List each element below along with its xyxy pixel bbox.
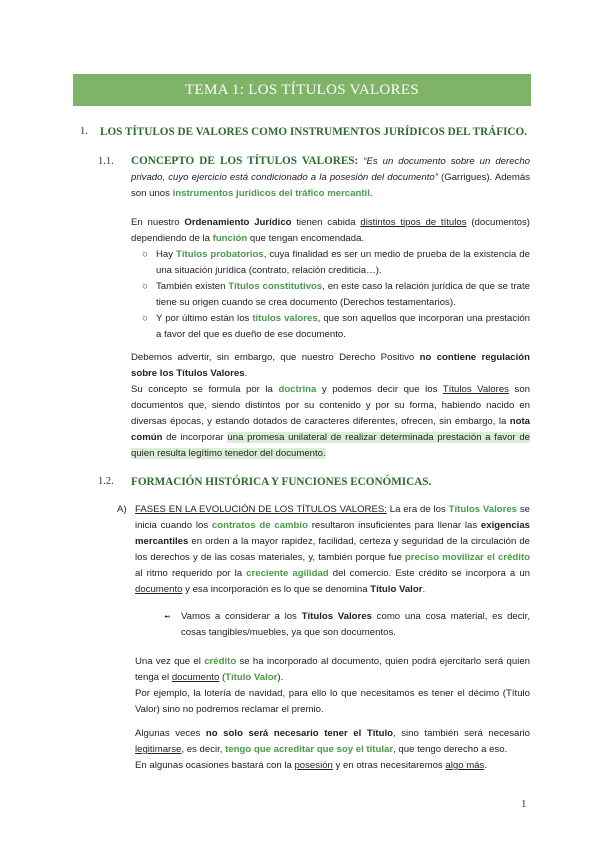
legal-order-paragraph: En nuestro Ordenamiento Jurídico tienen cabida distintos tipos de títulos (documentos) dependiendo de la función que tengan encomendada. xyxy=(131,217,530,244)
phases-paragraph: FASES EN LA EVOLUCIÓN DE LOS TÍTULOS VALORES: La era de los Títulos Valores se inicia cuando los contratos de cambio resultaron insuficientes para llenar las exigencias mercantiles en orden a la mayor rapidez, facilidad, certeza y seguridad de la circulación de los derechos y de las cosas materiales, y, también porque fue preciso movilizar el crédito al ritmo requerido por la creciente agilidad del comercio. Este crédito se incorpora a un documento y esa incorporación es lo que se denomina Título Valor. xyxy=(135,504,530,595)
legitimation-paragraph: Algunas veces no solo será necesario tener el Título, sino también será necesario legitimarse, es decir, tengo que acreditar que soy el titular, que tengo derecho a eso. En algunas ocasiones bastará con la posesión y en otras necesitaremos algo más. xyxy=(135,728,530,771)
list-item: ○ Y por último están los títulos valores, que son aquellos que incorporan una prestación a favor del que es dueño de ese documento. xyxy=(142,313,530,340)
section-1-1-number: 1.1. xyxy=(98,156,114,167)
circle-bullet-icon: ○ xyxy=(142,313,148,324)
section-1-2-title: FORMACIÓN HISTÓRICA Y FUNCIONES ECONÓMICAS. xyxy=(131,476,432,488)
section-1-2-number: 1.2. xyxy=(98,476,114,487)
page-number: 1 xyxy=(521,798,527,810)
chapter-banner: TEMA 1: LOS TÍTULOS VALORES xyxy=(73,74,531,106)
list-item: ○ También existen Títulos constitutivos, en este caso la relación jurídica de que se trate tiene su origen cuando se crea documento (Derechos testamentarios). xyxy=(142,281,531,308)
arrow-note xyxy=(164,609,530,641)
subsection-letter: A) xyxy=(117,504,127,515)
positive-law-paragraph: Debemos advertir, sin embargo, que nuestro Derecho Positivo no contiene regulación sobre los Títulos Valores. Su concepto se formula por la doctrina y podemos decir que los Títulos Valores son documentos que, siendo distintos por su contenido y por su forma, habiendo nacido en diversas épocas, y estando dotados de caracteres diferentes, ofrecen, sin embargo, la nota común de incorporar una promesa unilateral de realizar determinada prestación a favor de quien resulta legítimo tenedor del documento. xyxy=(131,352,530,459)
arrow-bullet-icon: ➻ xyxy=(164,612,171,621)
highlighted-definition: una promesa unilateral de realizar determinada prestación a favor de quien resulta legítimo tenedor del documento. xyxy=(131,432,530,459)
list-item: ○ Hay Títulos probatorios, cuya finalidad es ser un medio de prueba de la existencia de una situación jurídica (contrato, relación crediticia…). xyxy=(142,249,530,276)
credit-paragraph: Una vez que el crédito se ha incorporado al documento, quien podrá ejercitarlo será quien tenga el documento (Título Valor). Por ejemplo, la lotería de navidad, para ello lo que necesitamos es tener el décimo (Título Valor) sino no podremos reclamar el premio. xyxy=(135,656,530,715)
concept-paragraph: CONCEPTO DE LOS TÍTULOS VALORES: “Es un documento sobre un derecho privado, cuyo ejercicio está condicionado a la posesión del documento” (Garrigues). Además son unos instrumentos jurídicos del tráfico mercantil. xyxy=(131,155,531,199)
circle-bullet-icon: ○ xyxy=(142,249,148,260)
garrigues-quote: “Es un documento sobre un derecho privado, cuyo ejercicio está condicionado a la posesión del documento” xyxy=(131,156,530,183)
circle-bullet-icon: ○ xyxy=(142,281,148,292)
phases-heading: FASES EN LA EVOLUCIÓN DE LOS TÍTULOS VALORES: xyxy=(135,504,387,515)
section-1-title: LOS TÍTULOS DE VALORES COMO INSTRUMENTOS JURÍDICOS DEL TRÁFICO. xyxy=(100,126,527,138)
section-1-1-title: CONCEPTO DE LOS TÍTULOS VALORES: xyxy=(131,155,359,167)
title-types-list xyxy=(142,247,530,343)
section-1-number: 1. xyxy=(80,126,88,137)
list-item: ➻ Vamos a considerar a los Títulos Valores como una cosa material, es decir, cosas tangibles/muebles, ya que son documentos. xyxy=(164,611,530,638)
